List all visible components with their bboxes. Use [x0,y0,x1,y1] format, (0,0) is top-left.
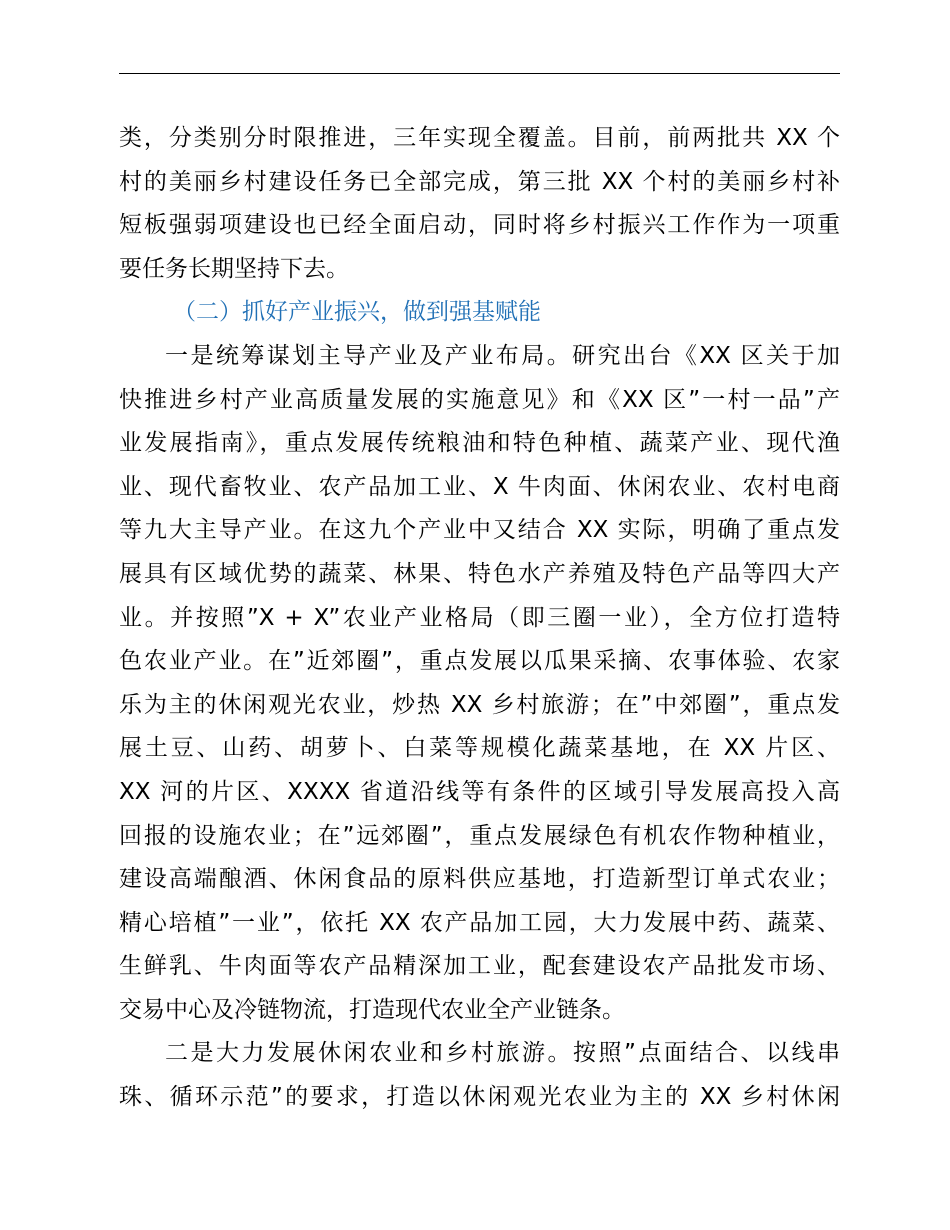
text-line: 精心培植”一业”，依托 XX 农产品加工园，大力发展中药、蔬菜、 [119,909,840,936]
text-line: 珠、循环示范”的要求，打造以休闲观光农业为主的 XX 乡村休闲 [119,1084,840,1111]
text-line: 快推进乡村产业高质量发展的实施意见》和《XX 区”一村一品”产 [119,386,840,413]
section-heading: （二）抓好产业振兴，做到强基赋能 [173,299,541,326]
text-line: 展土豆、山药、胡萝卜、白菜等规模化蔬菜基地，在 XX 片区、 [119,735,840,762]
text-line: 短板强弱项建设也已经全面启动，同时将乡村振兴工作作为一项重 [119,212,840,239]
paragraph-3 [119,1032,840,1119]
text-line: 等九大主导产业。在这九个产业中又结合 XX 实际，明确了重点发 [119,517,840,544]
text-line: 交易中心及冷链物流，打造现代农业全产业链条。 [119,996,625,1023]
text-line: 业。并按照”X + X”农业产业格局（即三圈一业），全方位打造特 [119,604,840,631]
text-line: 一是统筹谋划主导产业及产业布局。研究出台《XX 区关于加 [165,342,840,369]
text-line: 业、现代畜牧业、农产品加工业、X 牛肉面、休闲农业、农村电商 [119,473,840,500]
text-line: 乐为主的休闲观光农业，炒热 XX 乡村旅游；在”中郊圈”，重点发 [119,691,840,718]
text-line: 展具有区域优势的蔬菜、林果、特色水产养殖及特色产品等四大产 [119,560,840,587]
text-line: 回报的设施农业；在”远郊圈”，重点发展绿色有机农作物种植业， [119,822,840,849]
text-line: 生鲜乳、牛肉面等农产品精深加工业，配套建设农产品批发市场、 [119,953,840,980]
text-line: 色农业产业。在”近郊圈”，重点发展以瓜果采摘、农事体验、农家 [119,648,840,675]
text-line: 业发展指南》，重点发展传统粮油和特色种植、蔬菜产业、现代渔 [119,430,840,457]
paragraph-1 [119,117,840,291]
text-line: XX 河的片区、XXXX 省道沿线等有条件的区域引导发展高投入高 [119,778,840,805]
document-body [119,117,840,1120]
header-rule [119,73,840,74]
text-line: 建设高端酿酒、休闲食品的原料供应基地，打造新型订单式农业； [119,866,840,893]
text-line: 类，分类别分时限推进，三年实现全覆盖。目前，前两批共 XX 个 [119,125,840,151]
paragraph-2 [119,335,840,1033]
text-line: 要任务长期坚持下去。 [119,255,349,282]
text-line: 村的美丽乡村建设任务已全部完成，第三批 XX 个村的美丽乡村补 [119,168,840,195]
text-line: 二是大力发展休闲农业和乡村旅游。按照”点面结合、以线串 [165,1040,840,1067]
